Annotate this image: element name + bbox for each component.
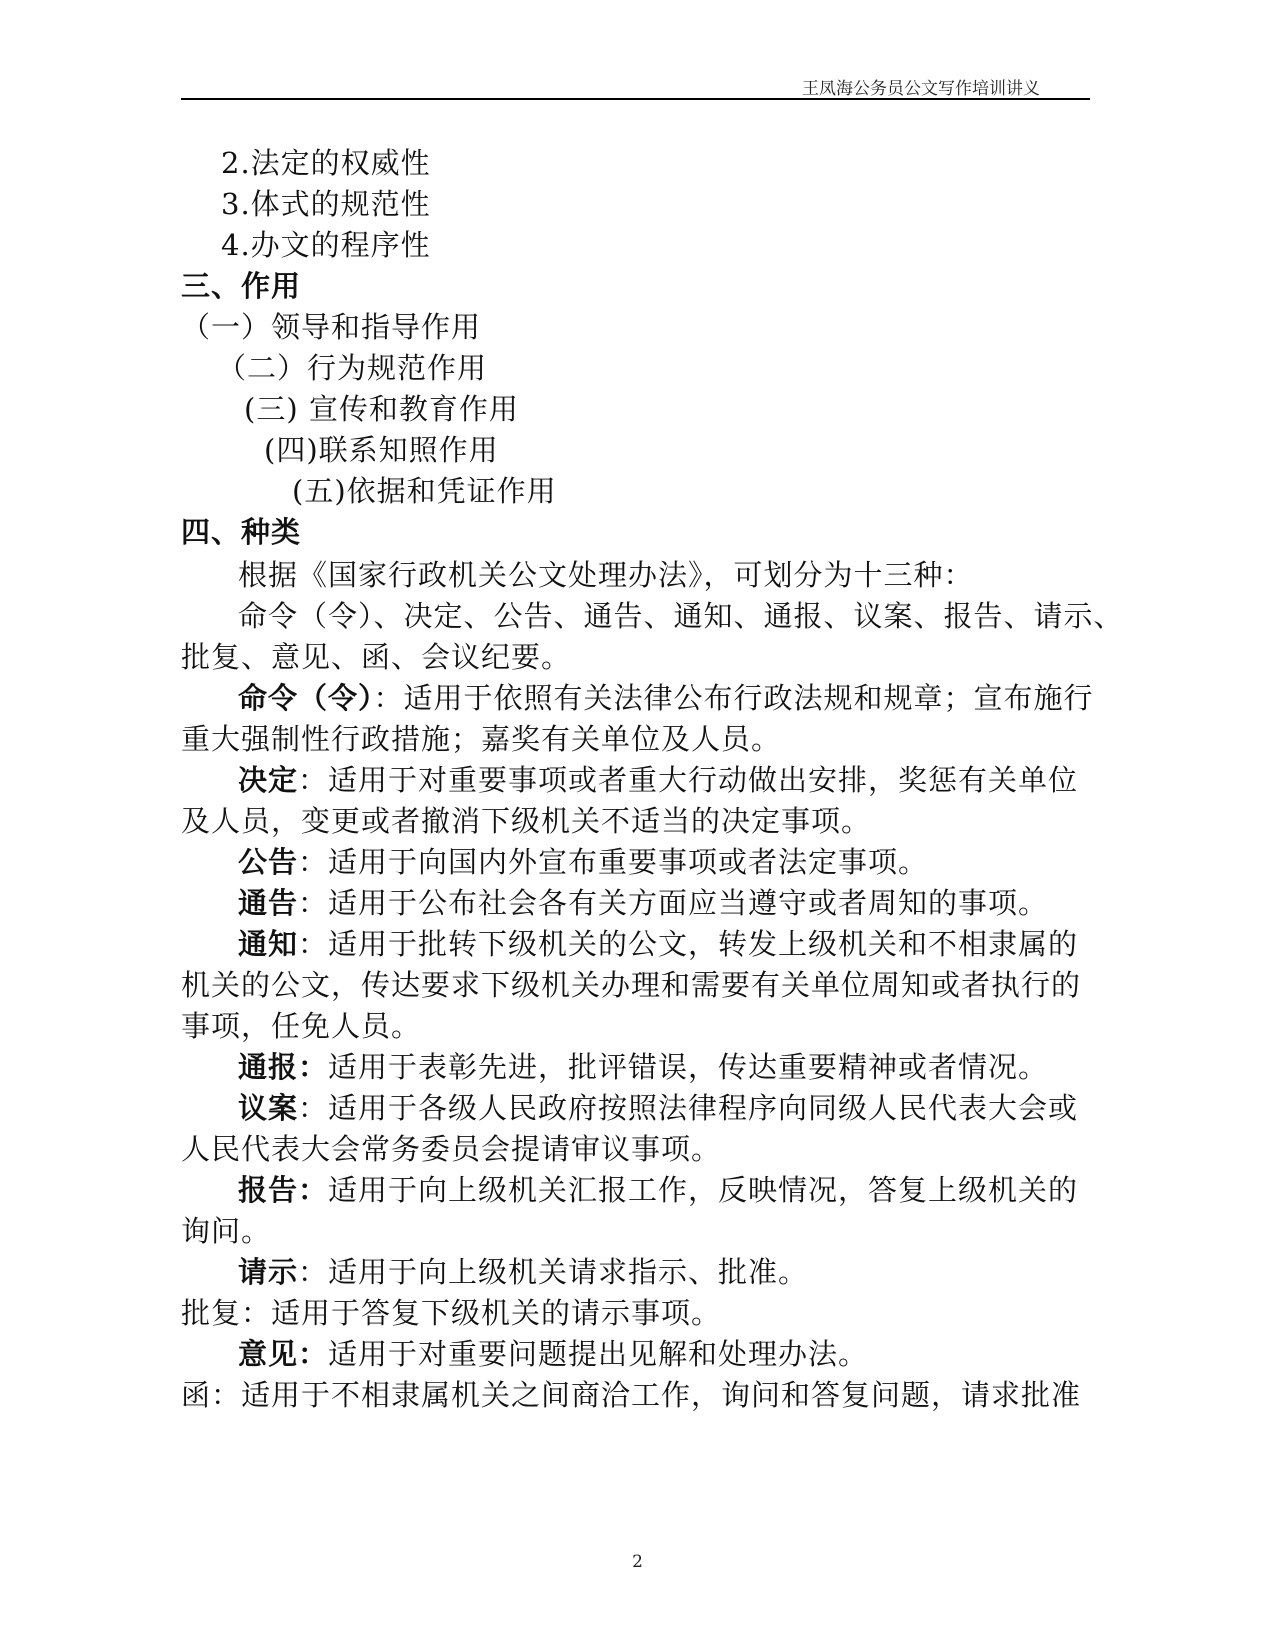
term: 命令（令） [238,681,374,715]
list-item: (三) 宣传和教育作用 [244,392,519,426]
running-header: 王凤海公务员公文写作培训讲义 [802,79,1040,99]
definition-line [238,845,928,879]
definition-text: 适用于表彰先进，批评错误，传达重要精神或者情况。 [328,1050,1049,1084]
definition-line: 函：适用于不相隶属机关之间商洽工作，询问和答复问题，请求批准 [181,1378,1082,1412]
paragraph-line: 命令（令）、决定、公告、通告、通知、通报、议案、报告、请示、 [238,599,1124,633]
definition-text: 适用于向国内外宣布重要事项或者法定事项。 [328,845,929,879]
term-separator: ： [373,681,404,715]
definition-text: 适用于向上级机关汇报工作，反映情况，答复上级机关的 [328,1173,1079,1207]
definition-line [238,1173,1078,1207]
definition-line [238,927,1078,961]
term: 意见： [238,1337,329,1371]
list-item: (五)依据和凭证作用 [292,474,557,508]
definition-line [238,763,1078,797]
term-separator: ： [298,1255,329,1289]
term: 决定 [238,763,299,797]
definition-text: 适用于批转下级机关的公文，转发上级机关和不相隶属的 [328,927,1079,961]
definition-line: 机关的公文，传达要求下级机关办理和需要有关单位周知或者执行的 [181,968,1082,1002]
definition-line [238,886,1048,920]
term: 公告 [238,845,299,879]
term-separator: ： [298,886,329,920]
section-heading: 三、作用 [181,269,302,303]
term-separator: ： [298,763,329,797]
definition-text: 适用于向上级机关请求指示、批准。 [328,1255,809,1289]
definition-text: 适用于对重要事项或者重大行动做出安排，奖惩有关单位 [328,763,1079,797]
term: 通报： [238,1050,329,1084]
list-item: (四)联系知照作用 [264,433,499,467]
definition-text: 适用于依照有关法律公布行政法规和规章；宣布施行 [403,681,1094,715]
term: 通告 [238,886,299,920]
page-number: 2 [632,1552,643,1572]
definition-line: 及人员，变更或者撤消下级机关不适当的决定事项。 [181,804,872,838]
list-item: 2.法定的权威性 [221,146,431,180]
definition-line: 人民代表大会常务委员会提请审议事项。 [181,1132,722,1166]
paragraph-line: 根据《国家行政机关公文处理办法》，可划分为十三种： [238,558,974,592]
list-item: 4.办文的程序性 [221,228,431,262]
definition-line: 批复：适用于答复下级机关的请示事项。 [181,1296,722,1330]
term: 通知 [238,927,299,961]
definition-text: 适用于各级人民政府按照法律程序向同级人民代表大会或 [328,1091,1079,1125]
term: 报告： [238,1173,329,1207]
definition-line [238,1091,1078,1125]
term: 议案 [238,1091,299,1125]
definition-text: 适用于公布社会各有关方面应当遵守或者周知的事项。 [328,886,1049,920]
definition-line: 询问。 [181,1214,272,1248]
list-item: 3.体式的规范性 [221,187,431,221]
definition-line: 重大强制性行政措施；嘉奖有关单位及人员。 [181,722,782,756]
term-separator: ： [298,927,329,961]
definition-line [238,1050,1048,1084]
definition-text: 适用于对重要问题提出见解和处理办法。 [328,1337,869,1371]
definition-line [238,1255,808,1289]
list-item: （一）领导和指导作用 [181,310,482,344]
term-separator: ： [298,1091,329,1125]
section-heading: 四、种类 [181,515,302,549]
list-item: （二）行为规范作用 [217,351,488,385]
header-rule [181,98,1090,100]
term-separator: ： [298,845,329,879]
definition-line: 事项，任免人员。 [181,1009,422,1043]
definition-line [238,1337,868,1371]
term: 请示 [238,1255,299,1289]
paragraph-line: 批复、意见、函、会议纪要。 [181,640,572,674]
definition-line [238,681,1094,715]
